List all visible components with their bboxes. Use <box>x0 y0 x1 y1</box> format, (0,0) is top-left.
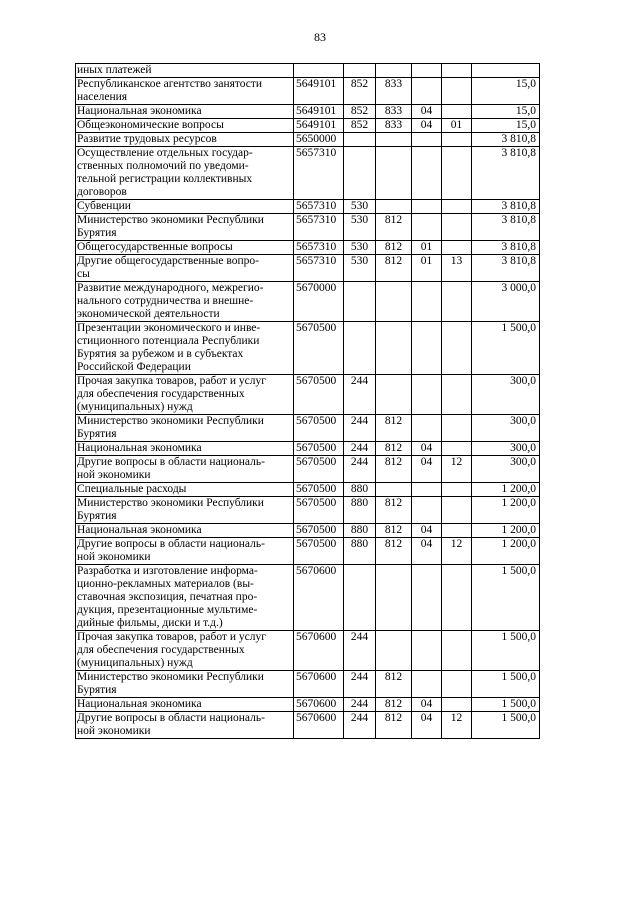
table-row <box>76 565 540 631</box>
expense-name-cell: Министерство экономики Республики Бурятия <box>76 497 294 524</box>
table-row <box>76 415 540 442</box>
target-article-cell: 5657310 <box>294 147 344 200</box>
subsection-cell <box>442 497 472 524</box>
subsection-cell <box>442 214 472 241</box>
table-row <box>76 631 540 671</box>
section-cell <box>412 415 442 442</box>
subsection-cell: 01 <box>442 119 472 133</box>
subsection-cell <box>442 322 472 375</box>
section-cell: 04 <box>412 698 442 712</box>
target-article-cell: 5649101 <box>294 119 344 133</box>
subsection-cell: 12 <box>442 538 472 565</box>
table-row <box>76 119 540 133</box>
subsection-cell <box>442 200 472 214</box>
section-cell <box>412 565 442 631</box>
subsection-cell: 13 <box>442 255 472 282</box>
table-row <box>76 214 540 241</box>
amount-cell: 3 810,8 <box>472 255 540 282</box>
amount-cell: 1 500,0 <box>472 671 540 698</box>
expense-name-cell: Министерство экономики Республики Бурятия <box>76 671 294 698</box>
target-article-cell: 5670500 <box>294 442 344 456</box>
amount-cell: 1 500,0 <box>472 631 540 671</box>
ministry-code-cell: 812 <box>376 214 412 241</box>
amount-cell: 3 810,8 <box>472 241 540 255</box>
amount-cell: 300,0 <box>472 415 540 442</box>
subsection-cell <box>442 565 472 631</box>
expense-type-cell: 530 <box>344 200 376 214</box>
table-row <box>76 497 540 524</box>
subsection-cell: 12 <box>442 456 472 483</box>
section-cell <box>412 78 442 105</box>
expense-name-cell: Другие вопросы в области националь- ной экономики <box>76 712 294 739</box>
ministry-code-cell: 812 <box>376 712 412 739</box>
ministry-code-cell <box>376 133 412 147</box>
ministry-code-cell: 812 <box>376 415 412 442</box>
subsection-cell: 12 <box>442 712 472 739</box>
amount-cell: 15,0 <box>472 105 540 119</box>
expense-type-cell: 880 <box>344 524 376 538</box>
target-article-cell: 5670500 <box>294 375 344 415</box>
table-row <box>76 375 540 415</box>
table-row <box>76 322 540 375</box>
expense-name-cell: Общегосударственные вопросы <box>76 241 294 255</box>
target-article-cell <box>294 64 344 78</box>
ministry-code-cell: 812 <box>376 442 412 456</box>
expense-name-cell: Общеэкономические вопросы <box>76 119 294 133</box>
ministry-code-cell: 812 <box>376 497 412 524</box>
amount-cell: 300,0 <box>472 442 540 456</box>
target-article-cell: 5670500 <box>294 538 344 565</box>
ministry-code-cell: 833 <box>376 78 412 105</box>
expense-type-cell: 244 <box>344 442 376 456</box>
table-row <box>76 241 540 255</box>
ministry-code-cell: 833 <box>376 105 412 119</box>
target-article-cell: 5650000 <box>294 133 344 147</box>
expense-name-cell: Специальные расходы <box>76 483 294 497</box>
ministry-code-cell: 812 <box>376 538 412 565</box>
expense-name-cell: Развитие международного, межрегио- нального сотрудничества и внешне- экономической деятельности <box>76 282 294 322</box>
expense-name-cell: Прочая закупка товаров, работ и услуг для обеспечения государственных (муниципальных) нужд <box>76 631 294 671</box>
table-row <box>76 712 540 739</box>
target-article-cell: 5670600 <box>294 712 344 739</box>
section-cell: 04 <box>412 538 442 565</box>
table-row <box>76 698 540 712</box>
table-row <box>76 64 540 78</box>
table-row <box>76 538 540 565</box>
target-article-cell: 5670600 <box>294 565 344 631</box>
target-article-cell: 5670500 <box>294 456 344 483</box>
expense-type-cell: 530 <box>344 214 376 241</box>
expense-type-cell <box>344 147 376 200</box>
section-cell: 04 <box>412 456 442 483</box>
target-article-cell: 5670600 <box>294 631 344 671</box>
table-row <box>76 147 540 200</box>
expense-name-cell: Национальная экономика <box>76 442 294 456</box>
expense-name-cell: иных платежей <box>76 64 294 78</box>
expense-name-cell: Министерство экономики Республики Бурятия <box>76 214 294 241</box>
expense-type-cell: 852 <box>344 105 376 119</box>
expense-type-cell: 244 <box>344 698 376 712</box>
section-cell <box>412 375 442 415</box>
target-article-cell: 5649101 <box>294 105 344 119</box>
ministry-code-cell <box>376 631 412 671</box>
expense-name-cell: Осуществление отдельных государ- ственных полномочий по уведоми- тельной регистрации коллективных договоров <box>76 147 294 200</box>
subsection-cell <box>442 64 472 78</box>
section-cell <box>412 497 442 524</box>
amount-cell: 1 200,0 <box>472 483 540 497</box>
table-row <box>76 78 540 105</box>
ministry-code-cell: 812 <box>376 524 412 538</box>
ministry-code-cell <box>376 322 412 375</box>
table-row <box>76 483 540 497</box>
section-cell <box>412 214 442 241</box>
subsection-cell <box>442 631 472 671</box>
expense-type-cell: 880 <box>344 483 376 497</box>
amount-cell: 1 200,0 <box>472 524 540 538</box>
target-article-cell: 5670500 <box>294 483 344 497</box>
table-row <box>76 200 540 214</box>
target-article-cell: 5670600 <box>294 698 344 712</box>
section-cell <box>412 200 442 214</box>
section-cell: 01 <box>412 255 442 282</box>
section-cell <box>412 322 442 375</box>
subsection-cell <box>442 671 472 698</box>
subsection-cell <box>442 241 472 255</box>
amount-cell: 1 200,0 <box>472 497 540 524</box>
section-cell <box>412 671 442 698</box>
expense-name-cell: Национальная экономика <box>76 524 294 538</box>
target-article-cell: 5670500 <box>294 322 344 375</box>
target-article-cell: 5657310 <box>294 255 344 282</box>
target-article-cell: 5657310 <box>294 214 344 241</box>
subsection-cell <box>442 78 472 105</box>
expense-type-cell: 244 <box>344 375 376 415</box>
ministry-code-cell <box>376 375 412 415</box>
expense-type-cell: 530 <box>344 241 376 255</box>
expense-type-cell: 530 <box>344 255 376 282</box>
subsection-cell <box>442 442 472 456</box>
target-article-cell: 5670500 <box>294 415 344 442</box>
expense-type-cell: 244 <box>344 712 376 739</box>
expense-name-cell: Другие вопросы в области националь- ной экономики <box>76 538 294 565</box>
amount-cell: 3 810,8 <box>472 200 540 214</box>
expense-name-cell: Национальная экономика <box>76 698 294 712</box>
ministry-code-cell <box>376 147 412 200</box>
target-article-cell: 5657310 <box>294 200 344 214</box>
expense-type-cell: 880 <box>344 538 376 565</box>
ministry-code-cell <box>376 565 412 631</box>
subsection-cell <box>442 105 472 119</box>
ministry-code-cell: 812 <box>376 241 412 255</box>
target-article-cell: 5670600 <box>294 671 344 698</box>
expense-name-cell: Презентации экономического и инве- стиционного потенциала Республики Бурятия за рубежом и в субъектах Российской Федерации <box>76 322 294 375</box>
ministry-code-cell <box>376 64 412 78</box>
amount-cell: 15,0 <box>472 78 540 105</box>
table-row <box>76 456 540 483</box>
expense-type-cell: 852 <box>344 78 376 105</box>
expense-type-cell <box>344 282 376 322</box>
target-article-cell: 5670500 <box>294 524 344 538</box>
subsection-cell <box>442 483 472 497</box>
section-cell <box>412 147 442 200</box>
page-number: 83 <box>314 30 326 44</box>
amount-cell: 300,0 <box>472 456 540 483</box>
section-cell: 04 <box>412 119 442 133</box>
expense-type-cell: 244 <box>344 671 376 698</box>
amount-cell: 1 500,0 <box>472 698 540 712</box>
section-cell <box>412 282 442 322</box>
expense-type-cell: 244 <box>344 415 376 442</box>
amount-cell: 1 500,0 <box>472 322 540 375</box>
expense-name-cell: Национальная экономика <box>76 105 294 119</box>
expense-name-cell: Министерство экономики Республики Бурятия <box>76 415 294 442</box>
subsection-cell <box>442 698 472 712</box>
expense-name-cell: Разработка и изготовление информа- ционно-рекламных материалов (вы- ставочная экспозиция, печатная про- дукция, презентационные мультиме- дийные фильмы, диски и т.д.) <box>76 565 294 631</box>
expense-type-cell <box>344 322 376 375</box>
expense-type-cell <box>344 565 376 631</box>
ministry-code-cell: 812 <box>376 456 412 483</box>
table-row <box>76 442 540 456</box>
amount-cell: 3 810,8 <box>472 133 540 147</box>
amount-cell: 1 500,0 <box>472 565 540 631</box>
section-cell <box>412 133 442 147</box>
target-article-cell: 5657310 <box>294 241 344 255</box>
amount-cell <box>472 64 540 78</box>
table-row <box>76 105 540 119</box>
subsection-cell <box>442 282 472 322</box>
section-cell <box>412 483 442 497</box>
section-cell: 04 <box>412 712 442 739</box>
budget-table <box>75 63 540 739</box>
amount-cell: 1 200,0 <box>472 538 540 565</box>
table-row <box>76 255 540 282</box>
expense-name-cell: Прочая закупка товаров, работ и услуг для обеспечения государственных (муниципальных) нужд <box>76 375 294 415</box>
expense-name-cell: Другие общегосударственные вопро- сы <box>76 255 294 282</box>
expense-type-cell <box>344 133 376 147</box>
expense-type-cell: 244 <box>344 456 376 483</box>
ministry-code-cell: 812 <box>376 255 412 282</box>
amount-cell: 300,0 <box>472 375 540 415</box>
table-row <box>76 282 540 322</box>
table-row <box>76 524 540 538</box>
ministry-code-cell <box>376 483 412 497</box>
subsection-cell <box>442 415 472 442</box>
expense-name-cell: Развитие трудовых ресурсов <box>76 133 294 147</box>
ministry-code-cell <box>376 282 412 322</box>
ministry-code-cell <box>376 200 412 214</box>
amount-cell: 3 810,8 <box>472 147 540 200</box>
subsection-cell <box>442 375 472 415</box>
section-cell: 01 <box>412 241 442 255</box>
expense-name-cell: Республиканское агентство занятости населения <box>76 78 294 105</box>
expense-type-cell: 852 <box>344 119 376 133</box>
ministry-code-cell: 833 <box>376 119 412 133</box>
expense-name-cell: Субвенции <box>76 200 294 214</box>
table-row <box>76 133 540 147</box>
section-cell <box>412 631 442 671</box>
amount-cell: 3 810,8 <box>472 214 540 241</box>
target-article-cell: 5670000 <box>294 282 344 322</box>
subsection-cell <box>442 147 472 200</box>
target-article-cell: 5649101 <box>294 78 344 105</box>
ministry-code-cell: 812 <box>376 698 412 712</box>
expense-name-cell: Другие вопросы в области националь- ной экономики <box>76 456 294 483</box>
amount-cell: 3 000,0 <box>472 282 540 322</box>
section-cell <box>412 64 442 78</box>
amount-cell: 1 500,0 <box>472 712 540 739</box>
subsection-cell <box>442 524 472 538</box>
target-article-cell: 5670500 <box>294 497 344 524</box>
section-cell: 04 <box>412 524 442 538</box>
subsection-cell <box>442 133 472 147</box>
table-row <box>76 671 540 698</box>
amount-cell: 15,0 <box>472 119 540 133</box>
expense-type-cell: 880 <box>344 497 376 524</box>
section-cell: 04 <box>412 442 442 456</box>
expense-type-cell: 244 <box>344 631 376 671</box>
section-cell: 04 <box>412 105 442 119</box>
table-body <box>76 64 540 739</box>
expense-type-cell <box>344 64 376 78</box>
ministry-code-cell: 812 <box>376 671 412 698</box>
